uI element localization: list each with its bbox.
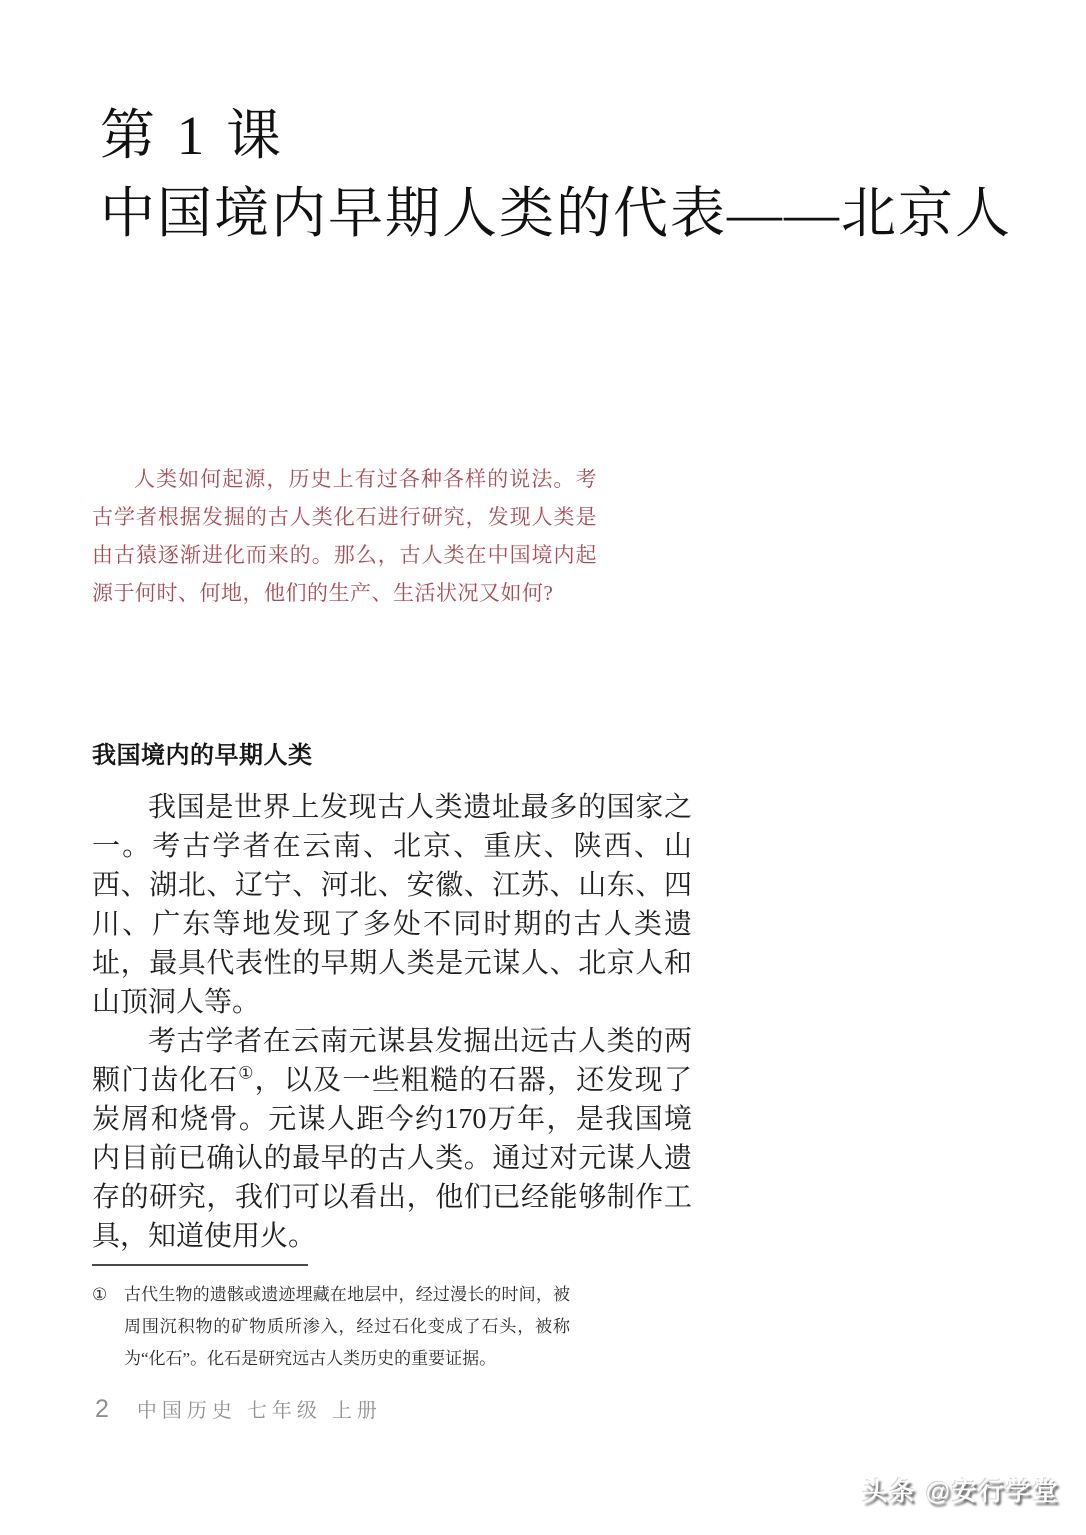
page-footer bbox=[95, 1394, 382, 1424]
footnote bbox=[92, 1279, 570, 1375]
book-title: 中国历史 七年级 上册 bbox=[136, 1400, 382, 1422]
main-text-column bbox=[92, 735, 692, 1256]
page-number: 2 bbox=[95, 1395, 109, 1423]
lesson-title-block bbox=[100, 100, 1012, 248]
section-heading: 我国境内的早期人类 bbox=[92, 742, 313, 769]
footnote-text: 古代生物的遗骸或遗迹埋藏在地层中，经过漫长的时间，被周围沉积物的矿物质所渗入，经过石化变成了石头，被称为“化石”。化石是研究远古人类历史的重要证据。 bbox=[124, 1285, 570, 1368]
paragraph-early-humans: 我国是世界上发现古人类遗址最多的国家之一。考古学者在云南、北京、重庆、陕西、山西、湖北、辽宁、河北、安徽、江苏、山东、四川、广东等地发现了多处不同时期的古人类遗址，最具代表性的早期人类是元谋人、北京人和山顶洞人等。 bbox=[92, 792, 692, 1018]
paragraph-yuanmou-man bbox=[92, 1022, 692, 1256]
lesson-intro-text: 人类如何起源，历史上有过各种各样的说法。考古学者根据发掘的古人类化石进行研究，发现人类是由古猿逐渐进化而来的。那么，古人类在中国境内起源于何时、何地，他们的生产、生活状况又如何? bbox=[92, 467, 597, 605]
paragraph-yuanmou-text: 考古学者在云南元谋县发掘出远古人类的两颗门齿化石 bbox=[92, 1026, 692, 1096]
paragraph-yuanmou-text-continued: ，以及一些粗糙的石器，还发现了炭屑和烧骨。元谋人距今约170万年，是我国境内目前已确认的最早的古人类。通过对元谋人遗存的研究，我们可以看出，他们已经能够制作工具，知道使用火。 bbox=[92, 1065, 692, 1252]
lesson-title: 中国境内早期人类的代表——北京人 bbox=[100, 182, 1013, 244]
footnote-marker: ① bbox=[92, 1285, 108, 1304]
footnote-divider bbox=[92, 1264, 308, 1266]
watermark: 头条 @安行学堂 bbox=[862, 1478, 1060, 1506]
lesson-number: 第 1 课 bbox=[100, 105, 286, 166]
footnote-reference-mark: ① bbox=[238, 1063, 255, 1083]
footnote-block bbox=[92, 1264, 570, 1375]
